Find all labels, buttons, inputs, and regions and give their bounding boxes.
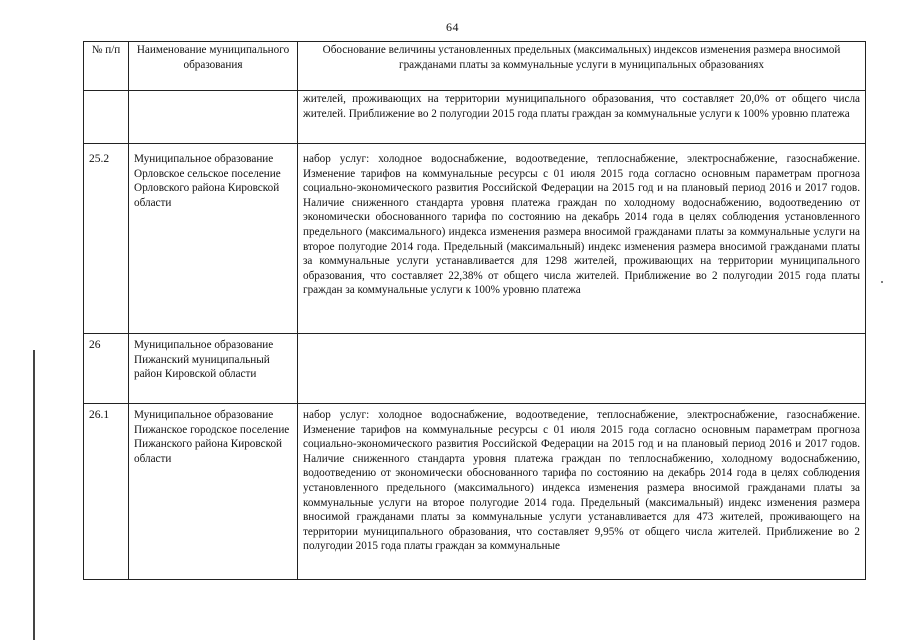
row-number: 26.1 [84,404,129,580]
row-justification: жителей, проживающих на территории муниципального образования, что составляет 20,0% от общего числа жителей. Приближение во 2 полугодии 2015 года платы граждан за коммунальные услуги к 100% уровню платежа [298,91,866,144]
row-municipality-name: Муниципальное образование Орловское сельское поселение Орловского района Кировской области [129,144,298,334]
scan-speck [881,281,883,283]
table-row [84,91,866,144]
row-justification: набор услуг: холодное водоснабжение, водоотведение, теплоснабжение, электроснабжение, газоснабжение. Изменение тарифов на коммунальные ресурсы с 01 июля 2015 года согласно основным параметрам прогноза социально-экономического развития Российской Федерации на 2015 год и на плановый период 2016 и 2017 годов. Наличие сниженного стандарта уровня платежа граждан по теплоснабжению, холодному водоснабжению, водоотведению от экономически обоснованного тарифа по состоянию на декабрь 2014 года в целях соблюдения установленного предельного (максимального) индекса изменения размера вносимой гражданами платы за коммунальные услуги на второе полугодие 2014 года. Предельный (максимальный) индекс изменения размера вносимой гражданами платы за коммунальные услуги устанавливается для 473 жителей, проживающего на территории муниципального образования, что составляет 9,95% от общего числа жителей. Приближение во 2 полугодии 2015 года платы граждан за коммунальные [298,404,866,580]
row-municipality-name: Муниципальное образование Пижанский муниципальный район Кировской области [129,334,298,404]
row-justification [298,334,866,404]
row-municipality-name [129,91,298,144]
row-justification: набор услуг: холодное водоснабжение, водоотведение, теплоснабжение, электроснабжение, газоснабжение. Изменение тарифов на коммунальные ресурсы с 01 июля 2015 года согласно основным параметрам прогноза социально-экономического развития Российской Федерации на 2015 год и на плановый период 2016 и 2017 годов. Наличие сниженного стандарта уровня платежа граждан по холодному водоснабжению, водоотведению от экономически обоснованного тарифа по состоянию на декабрь 2014 года в целях соблюдения установленного предельного (максимального) индекса изменения размера вносимой гражданами платы за коммунальные услуги на второе полугодие 2014 года. Предельный (максимальный) индекс изменения размера вносимой гражданами платы за коммунальные услуги устанавливается для 1298 жителей, проживающих на территории муниципального образования, что составляет 22,38% от общего числа жителей. Приближение во 2 полугодии 2015 года платы граждан за коммунальные услуги к 100% уровню платежа [298,144,866,334]
row-number: 26 [84,334,129,404]
tariff-index-table [83,41,866,580]
scan-margin-line [33,350,35,640]
row-number: 25.2 [84,144,129,334]
table-header-row [84,42,866,91]
table-row [84,144,866,334]
row-municipality-name: Муниципальное образование Пижанское городское поселение Пижанского района Кировской области [129,404,298,580]
header-justification: Обоснование величины установленных предельных (максимальных) индексов изменения размера вносимой гражданами платы за коммунальные услуги в муниципальных образованиях [298,42,866,91]
row-number [84,91,129,144]
table-row [84,404,866,580]
header-number: № п/п [84,42,129,91]
table-row [84,334,866,404]
header-municipality-name: Наименование муниципального образования [129,42,298,91]
page-number: 64 [446,20,459,34]
